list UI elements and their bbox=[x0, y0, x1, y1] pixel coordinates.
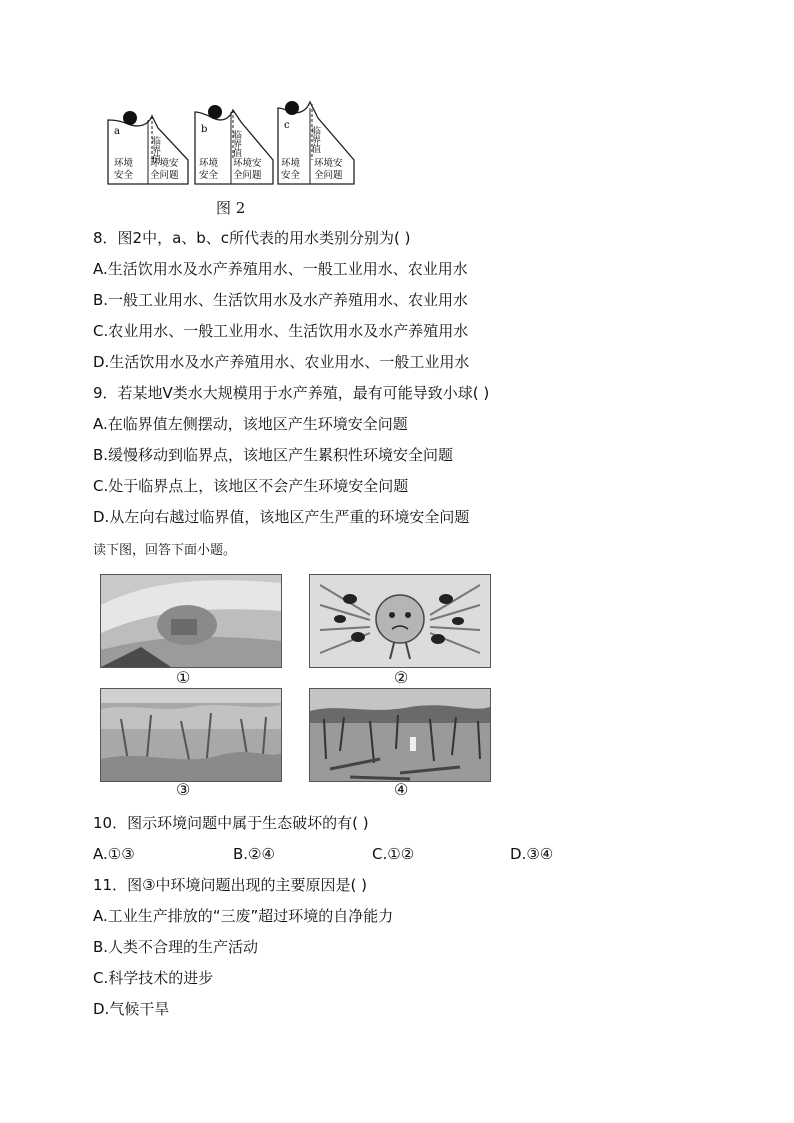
photo-1-desertification bbox=[100, 574, 282, 668]
q11-stem: 11．图③中环境问题出现的主要原因是( ) bbox=[93, 876, 368, 894]
ball-c bbox=[285, 101, 299, 115]
svg-text:c: c bbox=[284, 120, 290, 131]
photo-2-label: ② bbox=[394, 668, 409, 687]
q10-stem: 10．图示环境问题中属于生态破坏的有( ) bbox=[93, 814, 369, 832]
q9-option-b: B.缓慢移动到临界点，该地区产生累积性环境安全问题 bbox=[93, 446, 454, 464]
svg-text:b: b bbox=[201, 124, 208, 135]
svg-text:环境安: 环境安 bbox=[233, 158, 262, 169]
svg-text:全问题: 全问题 bbox=[150, 170, 179, 181]
q11-option-c: C.科学技术的进步 bbox=[93, 969, 214, 987]
q8-option-d: D.生活饮用水及水产养殖用水、农业用水、一般工业用水 bbox=[93, 353, 470, 371]
photo-4-deforestation bbox=[309, 688, 491, 782]
q9-option-c: C.处于临界点上，该地区不会产生环境安全问题 bbox=[93, 477, 409, 495]
photo-3-soil-erosion bbox=[100, 688, 282, 782]
photo-1-label: ① bbox=[176, 668, 191, 687]
svg-text:安全: 安全 bbox=[281, 170, 301, 181]
q11-option-b: B.人类不合理的生产活动 bbox=[93, 938, 259, 956]
photo-2-pollution-cartoon bbox=[309, 574, 491, 668]
svg-text:环境: 环境 bbox=[114, 158, 134, 169]
svg-text:全问题: 全问题 bbox=[314, 170, 343, 181]
q11-option-d: D.气候干旱 bbox=[93, 1000, 170, 1018]
svg-text:环境: 环境 bbox=[199, 158, 219, 169]
reading-instruction: 读下图，回答下面小题。 bbox=[93, 543, 237, 558]
ball-b bbox=[208, 105, 222, 119]
q10-option-d: D.③④ bbox=[510, 845, 554, 863]
figure-2-caption: 图 2 bbox=[216, 199, 246, 217]
q8-option-c: C.农业用水、一般工业用水、生活饮用水及水产养殖用水 bbox=[93, 322, 469, 340]
q11-option-a: A.工业生产排放的“三废”超过环境的自净能力 bbox=[93, 907, 394, 925]
svg-text:环境安: 环境安 bbox=[150, 158, 179, 169]
photo-3-label: ③ bbox=[176, 780, 191, 799]
q8-option-b: B.一般工业用水、生活饮用水及水产养殖用水、农业用水 bbox=[93, 291, 469, 309]
panel-a bbox=[108, 111, 188, 184]
figure-2-diagram bbox=[100, 98, 360, 194]
svg-text:临界值: 临界值 bbox=[231, 130, 241, 157]
q9-stem: 9．若某地Ⅴ类水大规模用于水产养殖，最有可能导致小球( ) bbox=[93, 384, 490, 402]
svg-text:安全: 安全 bbox=[199, 170, 219, 181]
svg-text:安全: 安全 bbox=[114, 170, 134, 181]
threshold-diagram bbox=[100, 98, 360, 194]
photo-4-label: ④ bbox=[394, 780, 409, 799]
q10-option-a: A.①③ bbox=[93, 845, 135, 863]
panel-c bbox=[278, 101, 354, 184]
svg-text:临界值: 临界值 bbox=[310, 126, 320, 153]
q10-option-b: B.②④ bbox=[233, 845, 275, 863]
svg-text:a: a bbox=[114, 126, 120, 137]
svg-text:环境安: 环境安 bbox=[314, 158, 343, 169]
svg-text:环境: 环境 bbox=[281, 158, 301, 169]
q8-option-a: A.生活饮用水及水产养殖用水、一般工业用水、农业用水 bbox=[93, 260, 468, 278]
q10-option-c: C.①② bbox=[372, 845, 415, 863]
ball-a bbox=[123, 111, 137, 125]
svg-text:全问题: 全问题 bbox=[233, 170, 262, 181]
svg-text:临界值: 临界值 bbox=[150, 136, 160, 163]
q9-option-d: D.从左向右越过临界值，该地区产生严重的环境安全问题 bbox=[93, 508, 470, 526]
q9-option-a: A.在临界值左侧摆动，该地区产生环境安全问题 bbox=[93, 415, 408, 433]
panel-b bbox=[195, 105, 273, 184]
q8-stem: 8．图2中，a、b、c所代表的用水类别分别为( ) bbox=[93, 229, 411, 247]
